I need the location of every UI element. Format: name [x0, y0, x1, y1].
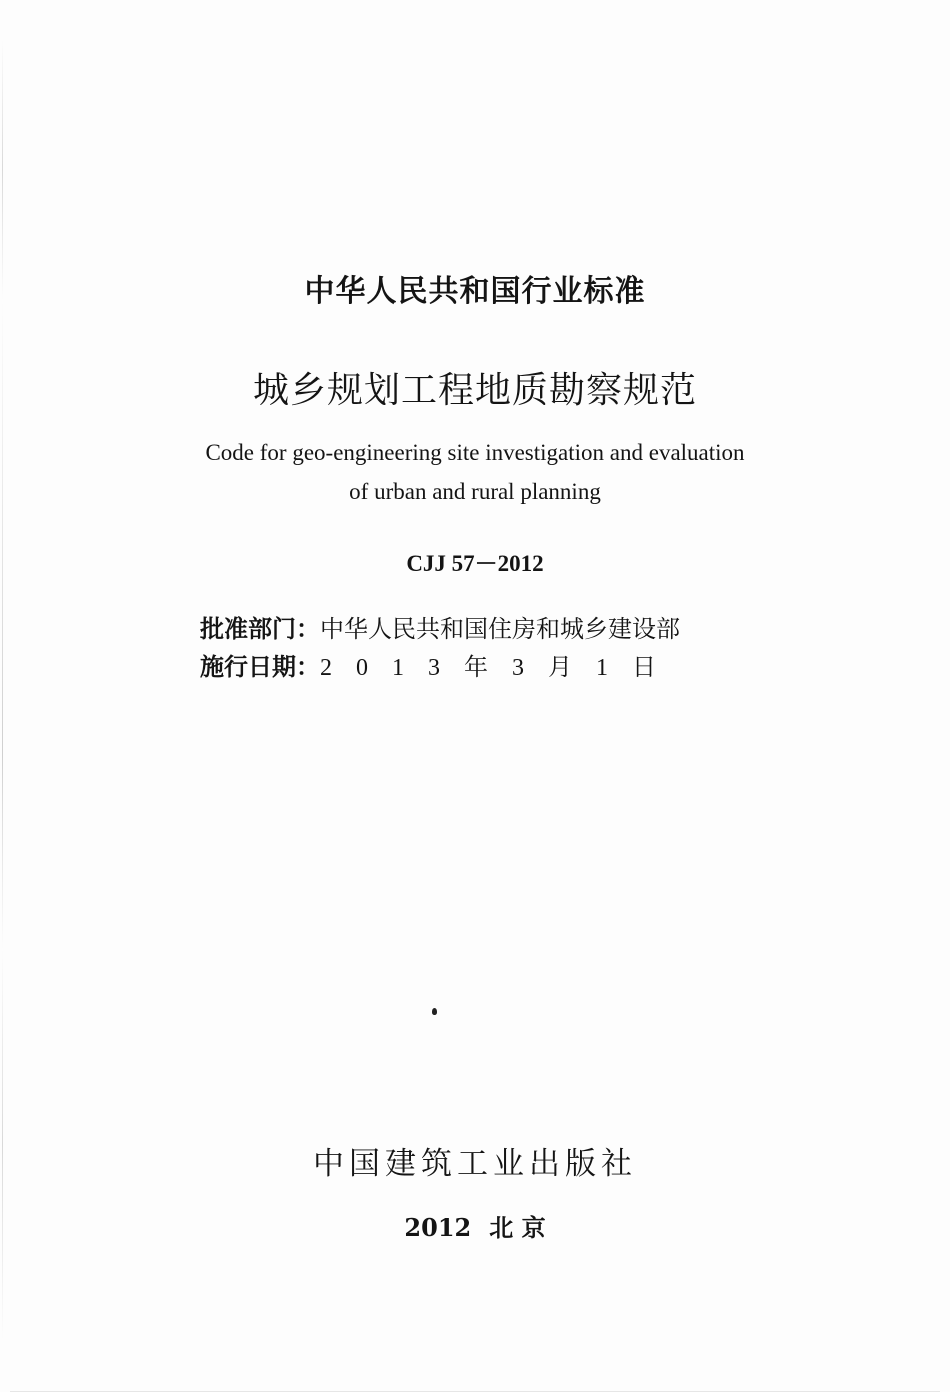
english-title-line-1: Code for geo-engineering site investigation and evaluation	[205, 440, 745, 465]
standard-category-heading: 中华人民共和国行业标准	[304, 274, 646, 309]
chinese-title: 城乡规划工程地质勘察规范	[252, 370, 697, 411]
effective-date-row	[200, 647, 680, 682]
effective-date-value: 2013年3月1日	[320, 655, 680, 681]
standard-code-number: CJJ 57－2012	[406, 551, 544, 576]
publication-city: 北 京	[489, 1213, 546, 1242]
english-title-line-2: of urban and rural planning	[349, 479, 601, 504]
approval-value: 中华人民共和国住房和城乡建设部	[320, 615, 680, 643]
effective-date-label: 施行日期：	[200, 653, 320, 681]
publication-year: 2012	[404, 1213, 472, 1242]
approval-label: 批准部门：	[200, 615, 320, 643]
scan-speck	[432, 1008, 437, 1015]
publisher-name: 中国建筑工业出版社	[313, 1146, 637, 1182]
approval-department-row	[200, 609, 680, 644]
publication-year-place	[0, 1208, 950, 1243]
